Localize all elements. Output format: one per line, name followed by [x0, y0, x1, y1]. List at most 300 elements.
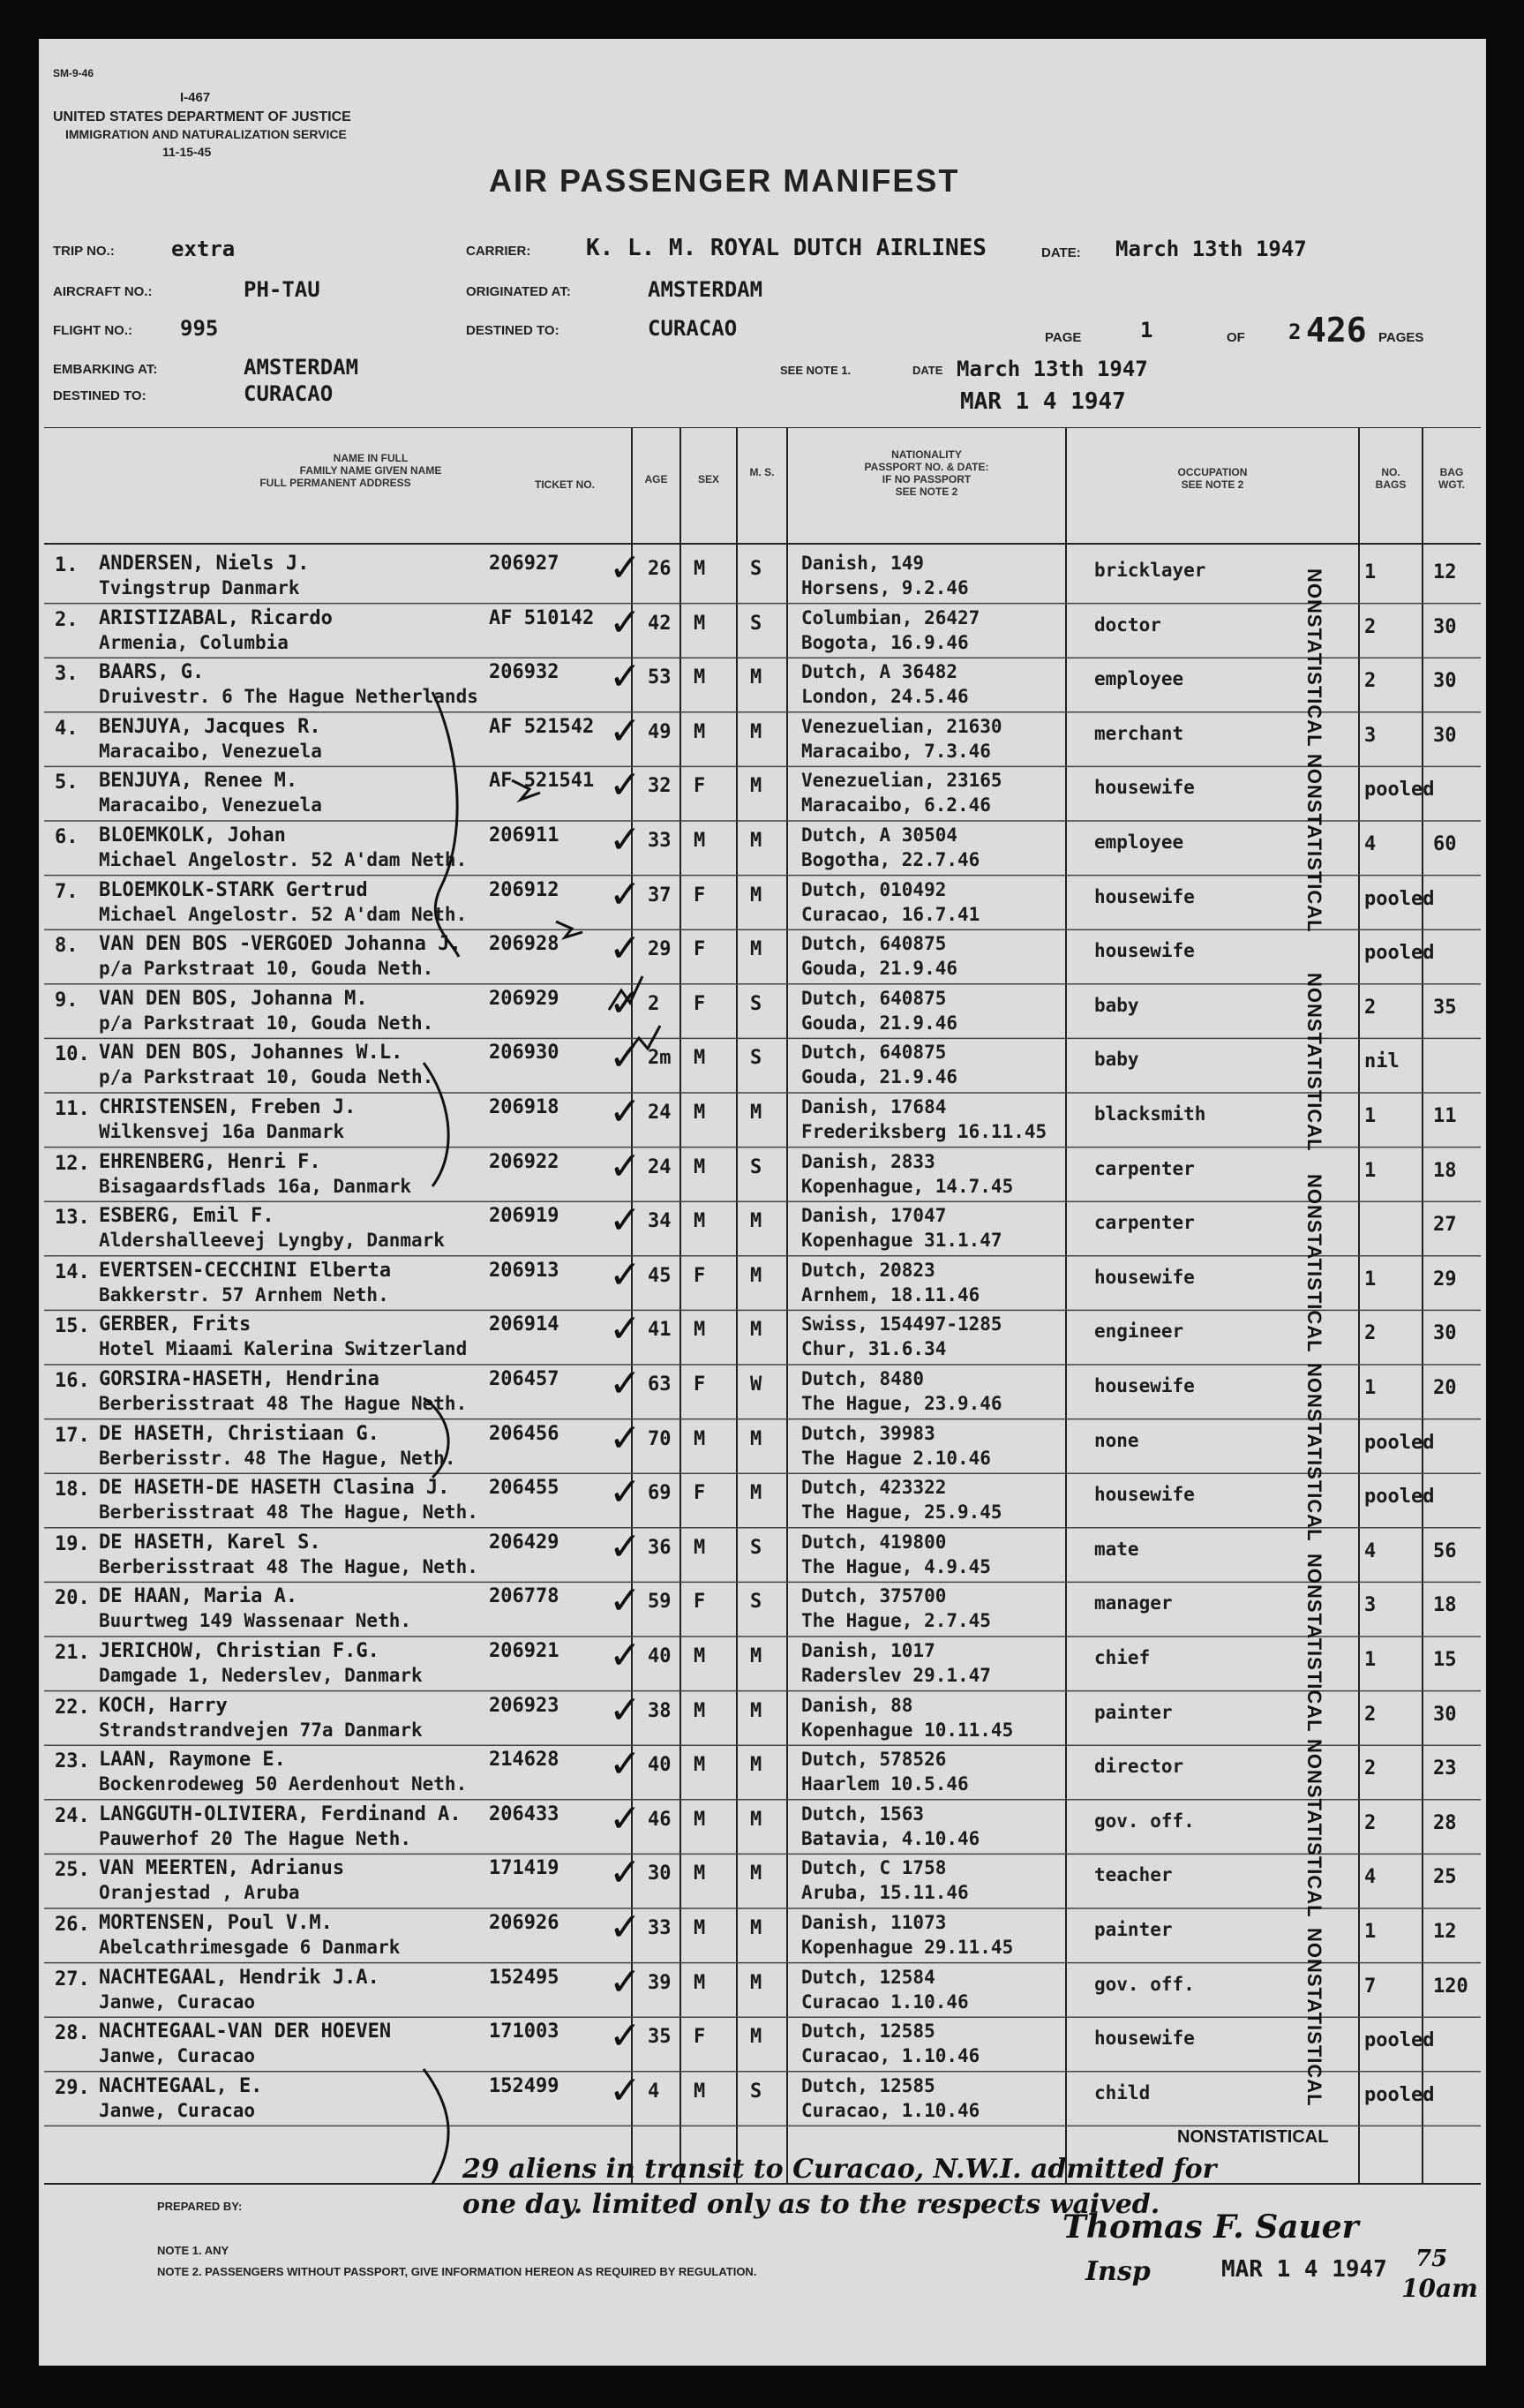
age: 46: [648, 1808, 672, 1831]
address: Berberisstraat 48 The Hague Neth.: [99, 1393, 468, 1414]
address: Maracaibo, Venezuela: [99, 740, 322, 762]
check-mark-icon: ✓: [609, 1089, 642, 1134]
passenger-table: [44, 427, 1481, 2193]
bags: 2: [1364, 1703, 1377, 1726]
nationality: Danish, 88: [801, 1694, 913, 1716]
row-number: 2.: [55, 608, 79, 631]
row-number: 18.: [55, 1479, 90, 1501]
row-number: 1.: [55, 554, 79, 576]
ticket-number: 206922: [489, 1150, 559, 1173]
nationality: Dutch, 12585: [801, 2074, 935, 2096]
occupation: manager: [1094, 1592, 1173, 1614]
check-mark-icon: ✓: [609, 1470, 642, 1516]
nationality: Dutch, A 36482: [801, 661, 958, 683]
passport-place-date: Aruba, 15.11.46: [801, 1882, 969, 1904]
marital-status: M: [750, 1971, 762, 1994]
date2-label: DATE: [912, 364, 943, 377]
row-number: 13.: [55, 1207, 90, 1230]
ticket-number: 206927: [489, 553, 559, 575]
pages-label: PAGES: [1378, 330, 1424, 345]
occupation: director: [1094, 1756, 1184, 1778]
nationality: Venezuelian, 23165: [801, 770, 1002, 792]
check-mark-icon: ✓: [609, 1306, 642, 1352]
ticket-number: 206911: [489, 824, 559, 847]
bags: 2: [1364, 1322, 1377, 1345]
address: Berberisstraat 48 The Hague, Neth.: [99, 1501, 478, 1524]
family-name: NACHTEGAAL, E.: [99, 2074, 263, 2097]
aircraft-label: AIRCRAFT NO.:: [53, 284, 153, 299]
check-mark-icon: ✓: [609, 708, 642, 754]
marital-status: M: [750, 1319, 762, 1342]
address: Abelcathrimesgade 6 Danmark: [99, 1937, 401, 1958]
flight-value: 995: [180, 316, 219, 341]
nationality: Danish, 1017: [801, 1640, 935, 1661]
nationality: Dutch, 39983: [801, 1422, 935, 1444]
nationality: Danish, 17684: [801, 1096, 947, 1117]
date-label: DATE:: [1041, 245, 1081, 260]
occupation: chief: [1094, 1647, 1151, 1668]
occupation: gov. off.: [1094, 1973, 1195, 1995]
ticket-number: 206433: [489, 1802, 559, 1825]
occupation: housewife: [1094, 885, 1195, 907]
check-mark-icon: ✓: [609, 2067, 642, 2113]
occupation: carpenter: [1094, 1157, 1195, 1179]
address: Buurtweg 149 Wassenaar Neth.: [99, 1610, 412, 1632]
family-name: BAARS, G.: [99, 661, 205, 684]
aircraft-value: PH-TAU: [244, 277, 320, 302]
occupation: baby: [1094, 1049, 1139, 1071]
family-name: DE HASETH-DE HASETH Clasina J.: [99, 1477, 450, 1500]
col-wgt-line1: BAG: [1439, 466, 1464, 478]
family-name: BLOEMKOLK, Johan: [99, 824, 286, 847]
row-number: 8.: [55, 935, 79, 958]
bag-weight: 15: [1433, 1649, 1457, 1671]
passport-place-date: Maracaibo, 6.2.46: [801, 794, 991, 816]
nationality: Danish, 11073: [801, 1912, 947, 1933]
handwritten-note-line2: one day. limited only as to the respects waived.: [462, 2189, 1160, 2220]
ticket-number: 206914: [489, 1313, 559, 1336]
occupation: mate: [1094, 1538, 1139, 1560]
check-mark-icon: ✓: [609, 980, 642, 1026]
check-mark-icon: ✓: [609, 1959, 642, 2005]
nationality: Dutch, C 1758: [801, 1857, 947, 1879]
bags: 4: [1364, 833, 1377, 855]
marital-status: M: [750, 938, 762, 961]
address: Hotel Miaami Kalerina Switzerland: [99, 1338, 468, 1360]
sex: M: [694, 1047, 706, 1070]
row-number: 26.: [55, 1914, 90, 1936]
address: Berberisstraat 48 The Hague, Neth.: [99, 1555, 478, 1577]
age: 29: [648, 938, 672, 961]
of-value: 2: [1288, 320, 1302, 344]
bags: 2: [1364, 1757, 1377, 1780]
nationality: Danish, 17047: [801, 1205, 947, 1227]
age: 49: [648, 720, 672, 743]
occupation: housewife: [1094, 2028, 1195, 2050]
family-name: VAN DEN BOS -VERGOED Johanna J.: [99, 933, 462, 956]
age: 70: [648, 1427, 672, 1450]
family-name: ANDERSEN, Niels J.: [99, 553, 310, 575]
bag-weight: 12: [1433, 1921, 1457, 1943]
row-number: 5.: [55, 771, 79, 794]
sex: M: [694, 612, 706, 635]
col-nat-line4: SEE NOTE 2: [895, 485, 958, 498]
nationality: Dutch, 419800: [801, 1531, 947, 1553]
passport-place-date: Curacao 1.10.46: [801, 1990, 969, 2013]
check-mark-icon: ✓: [609, 817, 642, 862]
sex: M: [694, 1754, 706, 1777]
ticket-number: 206928: [489, 933, 559, 956]
address: Strandstrandvejen 77a Danmark: [99, 1719, 423, 1741]
occupation: painter: [1094, 1701, 1173, 1723]
marital-status: M: [750, 830, 762, 852]
bag-weight: 12: [1433, 561, 1457, 583]
age: 39: [648, 1971, 672, 1994]
row-number: 3.: [55, 663, 79, 686]
sex: M: [694, 2080, 706, 2103]
passport-place-date: Batavia, 4.10.46: [801, 1827, 980, 1849]
passport-place-date: Arnhem, 18.11.46: [801, 1283, 980, 1306]
sex: M: [694, 1210, 706, 1233]
age: 45: [648, 1264, 672, 1287]
passport-place-date: The Hague, 4.9.45: [801, 1555, 991, 1577]
row-number: 15.: [55, 1315, 90, 1338]
marital-status: S: [750, 2080, 762, 2103]
check-mark-icon: ✓: [609, 871, 642, 917]
passport-place-date: Curacao, 16.7.41: [801, 903, 980, 925]
passport-place-date: Bogotha, 22.7.46: [801, 849, 980, 870]
family-name: NACHTEGAAL-VAN DER HOEVEN: [99, 2020, 392, 2043]
marital-status: M: [750, 1699, 762, 1722]
family-name: GERBER, Frits: [99, 1313, 251, 1336]
check-mark-icon: ✓: [609, 1742, 642, 1787]
row-number: 20.: [55, 1587, 90, 1610]
age: 2: [648, 992, 660, 1015]
ticket-number: 206455: [489, 1477, 559, 1500]
address: Bockenrodeweg 50 Aerdenhout Neth.: [99, 1773, 468, 1795]
family-name: EVERTSEN-CECCHINI Elberta: [99, 1259, 392, 1282]
bags: 1: [1364, 1377, 1377, 1399]
nationality: Dutch, 423322: [801, 1477, 947, 1499]
address: Druivestr. 6 The Hague Netherlands: [99, 686, 478, 708]
age: 59: [648, 1591, 672, 1614]
date2-value: March 13th 1947: [957, 357, 1148, 381]
family-name: VAN MEERTEN, Adrianus: [99, 1857, 345, 1880]
family-name: LAAN, Raymone E.: [99, 1749, 286, 1772]
passport-place-date: Raderslev 29.1.47: [801, 1665, 991, 1686]
address: Armenia, Columbia: [99, 631, 289, 653]
col-bags-line2: BAGS: [1375, 478, 1407, 491]
occupation: painter: [1094, 1919, 1173, 1940]
inspector-initials: Insp: [1085, 2256, 1151, 2287]
of-label: OF: [1227, 330, 1245, 345]
sex: M: [694, 1319, 706, 1342]
bag-weight: 27: [1433, 1214, 1457, 1237]
bags: pooled: [1364, 887, 1435, 910]
form-number: I-467: [180, 90, 211, 105]
note-2: NOTE 2. PASSENGERS WITHOUT PASSPORT, GIVE INFORMATION HEREON AS REQUIRED BY REGULATION.: [157, 2265, 757, 2278]
row-number: 25.: [55, 1859, 90, 1882]
ticket-number: 206926: [489, 1912, 559, 1934]
sex: F: [694, 1591, 706, 1614]
nationality: Dutch, 640875: [801, 1042, 947, 1064]
nationality: Dutch, 375700: [801, 1585, 947, 1607]
bag-weight: 56: [1433, 1539, 1457, 1562]
ticket-number: 152495: [489, 1966, 559, 1989]
nationality: Venezuelian, 21630: [801, 715, 1002, 737]
marital-status: M: [750, 775, 762, 798]
check-mark-icon: ✓: [609, 1578, 642, 1624]
check-mark-icon: ✓: [609, 1524, 642, 1569]
marital-status: M: [750, 1482, 762, 1505]
occupation: baby: [1094, 994, 1139, 1016]
form-code: SM-9-46: [53, 67, 94, 79]
sex: F: [694, 775, 706, 798]
family-name: KOCH, Harry: [99, 1694, 228, 1717]
nonstatistical-stamp-3: NONSTATISTICAL: [1303, 973, 1325, 1152]
bags: pooled: [1364, 2029, 1435, 2052]
address: Janwe, Curacao: [99, 2045, 256, 2067]
age: 40: [648, 1645, 672, 1667]
nonstatistical-stamp-8: NONSTATISTICAL: [1303, 1928, 1325, 2107]
marital-status: M: [750, 2026, 762, 2049]
check-mark-icon: ✓: [609, 1850, 642, 1896]
marital-status: S: [750, 1591, 762, 1614]
ticket-number: 206918: [489, 1096, 559, 1118]
bags: 3: [1364, 724, 1377, 747]
marital-status: S: [750, 992, 762, 1015]
ticket-number: 171003: [489, 2020, 559, 2043]
sex: F: [694, 2026, 706, 2049]
occupation: housewife: [1094, 1375, 1195, 1396]
nationality: Dutch, A 30504: [801, 824, 958, 846]
address: Aldershalleevej Lyngby, Danmark: [99, 1230, 445, 1252]
bags: 1: [1364, 1159, 1377, 1182]
check-mark-icon: ✓: [609, 1035, 642, 1080]
address: Janwe, Curacao: [99, 2099, 256, 2121]
age: 42: [648, 612, 672, 635]
ticket-number: 206912: [489, 878, 559, 901]
occupation: none: [1094, 1429, 1139, 1451]
ticket-number: 206930: [489, 1042, 559, 1065]
marital-status: M: [750, 1808, 762, 1831]
check-mark-icon: ✓: [609, 763, 642, 809]
row-number: 27.: [55, 1968, 90, 1990]
bag-weight: 30: [1433, 1322, 1457, 1345]
family-name: VAN DEN BOS, Johanna M.: [99, 987, 368, 1010]
bags: 7: [1364, 1975, 1377, 1998]
sex: F: [694, 992, 706, 1015]
bags: nil: [1364, 1050, 1400, 1073]
bags: pooled: [1364, 1486, 1435, 1509]
ticket-number: 152499: [489, 2074, 559, 2097]
nationality: Dutch, 12585: [801, 2020, 935, 2043]
occupation: housewife: [1094, 940, 1195, 962]
nationality: Dutch, 640875: [801, 933, 947, 955]
check-mark-icon: ✓: [609, 926, 642, 972]
address: Wilkensvej 16a Danmark: [99, 1121, 345, 1142]
marital-status: M: [750, 1917, 762, 1939]
family-name: MORTENSEN, Poul V.M.: [99, 1912, 333, 1934]
col-nat-line3: IF NO PASSPORT: [882, 473, 972, 485]
trip-label: TRIP NO.:: [53, 244, 115, 259]
ticket-number: 171419: [489, 1857, 559, 1880]
bags: 2: [1364, 670, 1377, 693]
bags: 2: [1364, 1811, 1377, 1834]
sex: M: [694, 1808, 706, 1831]
marital-status: M: [750, 1264, 762, 1287]
row-number: 22.: [55, 1696, 90, 1719]
marital-status: M: [750, 666, 762, 689]
age: 36: [648, 1536, 672, 1559]
row-number: 10.: [55, 1043, 90, 1066]
margin-note: 75: [1415, 2246, 1448, 2272]
family-name: NACHTEGAAL, Hendrik J.A.: [99, 1966, 379, 1989]
nationality: Dutch, 578526: [801, 1749, 947, 1771]
sex: M: [694, 1102, 706, 1124]
nonstatistical-stamp-2: NONSTATISTICAL: [1303, 754, 1325, 933]
embarking-value: AMSTERDAM: [244, 355, 359, 380]
address: Michael Angelostr. 52 A'dam Neth.: [99, 903, 468, 925]
bags: 2: [1364, 615, 1377, 638]
carrier-label: CARRIER:: [466, 244, 531, 259]
address: Bisagaardsflads 16a, Danmark: [99, 1175, 412, 1197]
marital-status: M: [750, 1210, 762, 1233]
sex: F: [694, 884, 706, 907]
occupation: housewife: [1094, 1266, 1195, 1288]
check-mark-icon: ✓: [609, 1361, 642, 1406]
bag-weight: 25: [1433, 1866, 1457, 1889]
marital-status: S: [750, 558, 762, 580]
nationality: Swiss, 154497-1285: [801, 1313, 1002, 1336]
col-occ-line2: SEE NOTE 2: [1181, 478, 1244, 491]
address: Maracaibo, Venezuela: [99, 794, 322, 816]
ticket-number: AF 521541: [489, 770, 595, 793]
occupation: gov. off.: [1094, 1810, 1195, 1832]
nationality: Dutch, 20823: [801, 1259, 935, 1281]
inspector-signature: Thomas F. Sauer: [1062, 2209, 1359, 2246]
family-name: ESBERG, Emil F.: [99, 1205, 274, 1228]
check-mark-icon: ✓: [609, 1143, 642, 1189]
bag-weight: 30: [1433, 1703, 1457, 1726]
ticket-number: 206456: [489, 1422, 559, 1445]
ticket-number: 206919: [489, 1205, 559, 1228]
check-mark-icon: ✓: [609, 1198, 642, 1244]
sex: F: [694, 938, 706, 961]
bags: 3: [1364, 1594, 1377, 1617]
passport-place-date: Maracaibo, 7.3.46: [801, 740, 991, 762]
arrival-date-stamp: MAR 1 4 1947: [960, 388, 1126, 415]
check-mark-icon: ✓: [609, 2013, 642, 2059]
check-mark-icon: ✓: [609, 654, 642, 700]
col-name-line2: FAMILY NAME GIVEN NAME: [299, 464, 442, 477]
check-mark-icon: ✓: [609, 1687, 642, 1733]
nationality: Danish, 2833: [801, 1150, 935, 1172]
row-number: 11.: [55, 1098, 90, 1120]
address: Berberisstr. 48 The Hague, Neth.: [99, 1447, 456, 1469]
row-number: 29.: [55, 2076, 90, 2099]
row-number: 23.: [55, 1750, 90, 1773]
passport-place-date: Chur, 31.6.34: [801, 1338, 947, 1360]
check-mark-icon: ✓: [609, 546, 642, 591]
col-bags-line1: NO.: [1381, 466, 1400, 478]
family-name: ARISTIZABAL, Ricardo: [99, 606, 333, 629]
passport-place-date: Curacao, 1.10.46: [801, 2045, 980, 2067]
destined2-value: CURACAO: [648, 316, 738, 341]
passport-place-date: The Hague, 2.7.45: [801, 1610, 991, 1632]
marital-status: W: [750, 1373, 762, 1396]
nationality: Columbian, 26427: [801, 606, 980, 628]
ticket-number: 206921: [489, 1640, 559, 1662]
sex: M: [694, 1427, 706, 1450]
age: 38: [648, 1699, 672, 1722]
bags: 4: [1364, 1866, 1377, 1889]
address: Bakkerstr. 57 Arnhem Neth.: [99, 1283, 389, 1306]
family-name: CHRISTENSEN, Freben J.: [99, 1096, 357, 1118]
sex: M: [694, 1971, 706, 1994]
col-ticket-header: TICKET NO.: [535, 478, 595, 491]
marital-status: S: [750, 1047, 762, 1070]
age: 37: [648, 884, 672, 907]
age: 26: [648, 558, 672, 580]
sex: M: [694, 1645, 706, 1667]
occupation: housewife: [1094, 777, 1195, 799]
marital-status: M: [750, 1102, 762, 1124]
nonstatistical-stamp-7: NONSTATISTICAL: [1303, 1739, 1325, 1918]
col-ms-header: M. S.: [749, 466, 775, 478]
age: 30: [648, 1862, 672, 1885]
age: 24: [648, 1155, 672, 1178]
col-name-line3: FULL PERMANENT ADDRESS: [259, 477, 411, 489]
family-name: GORSIRA-HASETH, Hendrina: [99, 1368, 379, 1390]
row-number: 24.: [55, 1804, 90, 1827]
bags: 1: [1364, 561, 1377, 583]
row-number: 14.: [55, 1260, 90, 1283]
bags: pooled: [1364, 942, 1435, 965]
check-mark-icon: ✓: [609, 1415, 642, 1461]
see-note-label: SEE NOTE 1.: [780, 364, 852, 377]
ticket-number: 206932: [489, 661, 559, 684]
family-name: VAN DEN BOS, Johannes W.L.: [99, 1042, 403, 1065]
sex: M: [694, 666, 706, 689]
occupation: carpenter: [1094, 1212, 1195, 1234]
row-number: 16.: [55, 1370, 90, 1392]
sex: M: [694, 1155, 706, 1178]
passport-place-date: Horsens, 9.2.46: [801, 577, 969, 598]
bag-weight: 29: [1433, 1268, 1457, 1291]
sex: M: [694, 1862, 706, 1885]
age: 32: [648, 775, 672, 798]
bag-weight: 30: [1433, 615, 1457, 638]
bag-weight: 35: [1433, 996, 1457, 1019]
destined2-label: DESTINED TO:: [466, 323, 559, 338]
address: p/a Parkstraat 10, Gouda Neth.: [99, 1066, 434, 1088]
nonstatistical-stamp-4: NONSTATISTICAL: [1303, 1174, 1325, 1353]
row-number: 17.: [55, 1424, 90, 1447]
bags: 1: [1364, 1921, 1377, 1943]
check-mark-icon: ✓: [609, 1252, 642, 1298]
passport-place-date: Kopenhague, 14.7.45: [801, 1175, 1014, 1197]
passport-place-date: The Hague, 25.9.45: [801, 1501, 1002, 1524]
date-value: March 13th 1947: [1115, 237, 1307, 261]
bags: 1: [1364, 1105, 1377, 1127]
nonstatistical-stamp-6: NONSTATISTICAL: [1303, 1554, 1325, 1733]
sex: M: [694, 1917, 706, 1939]
trip-value: extra: [171, 237, 236, 261]
col-nat-line2: PASSPORT NO. & DATE:: [864, 461, 989, 473]
bag-weight: 20: [1433, 1377, 1457, 1399]
family-name: BENJUYA, Jacques R.: [99, 715, 321, 738]
